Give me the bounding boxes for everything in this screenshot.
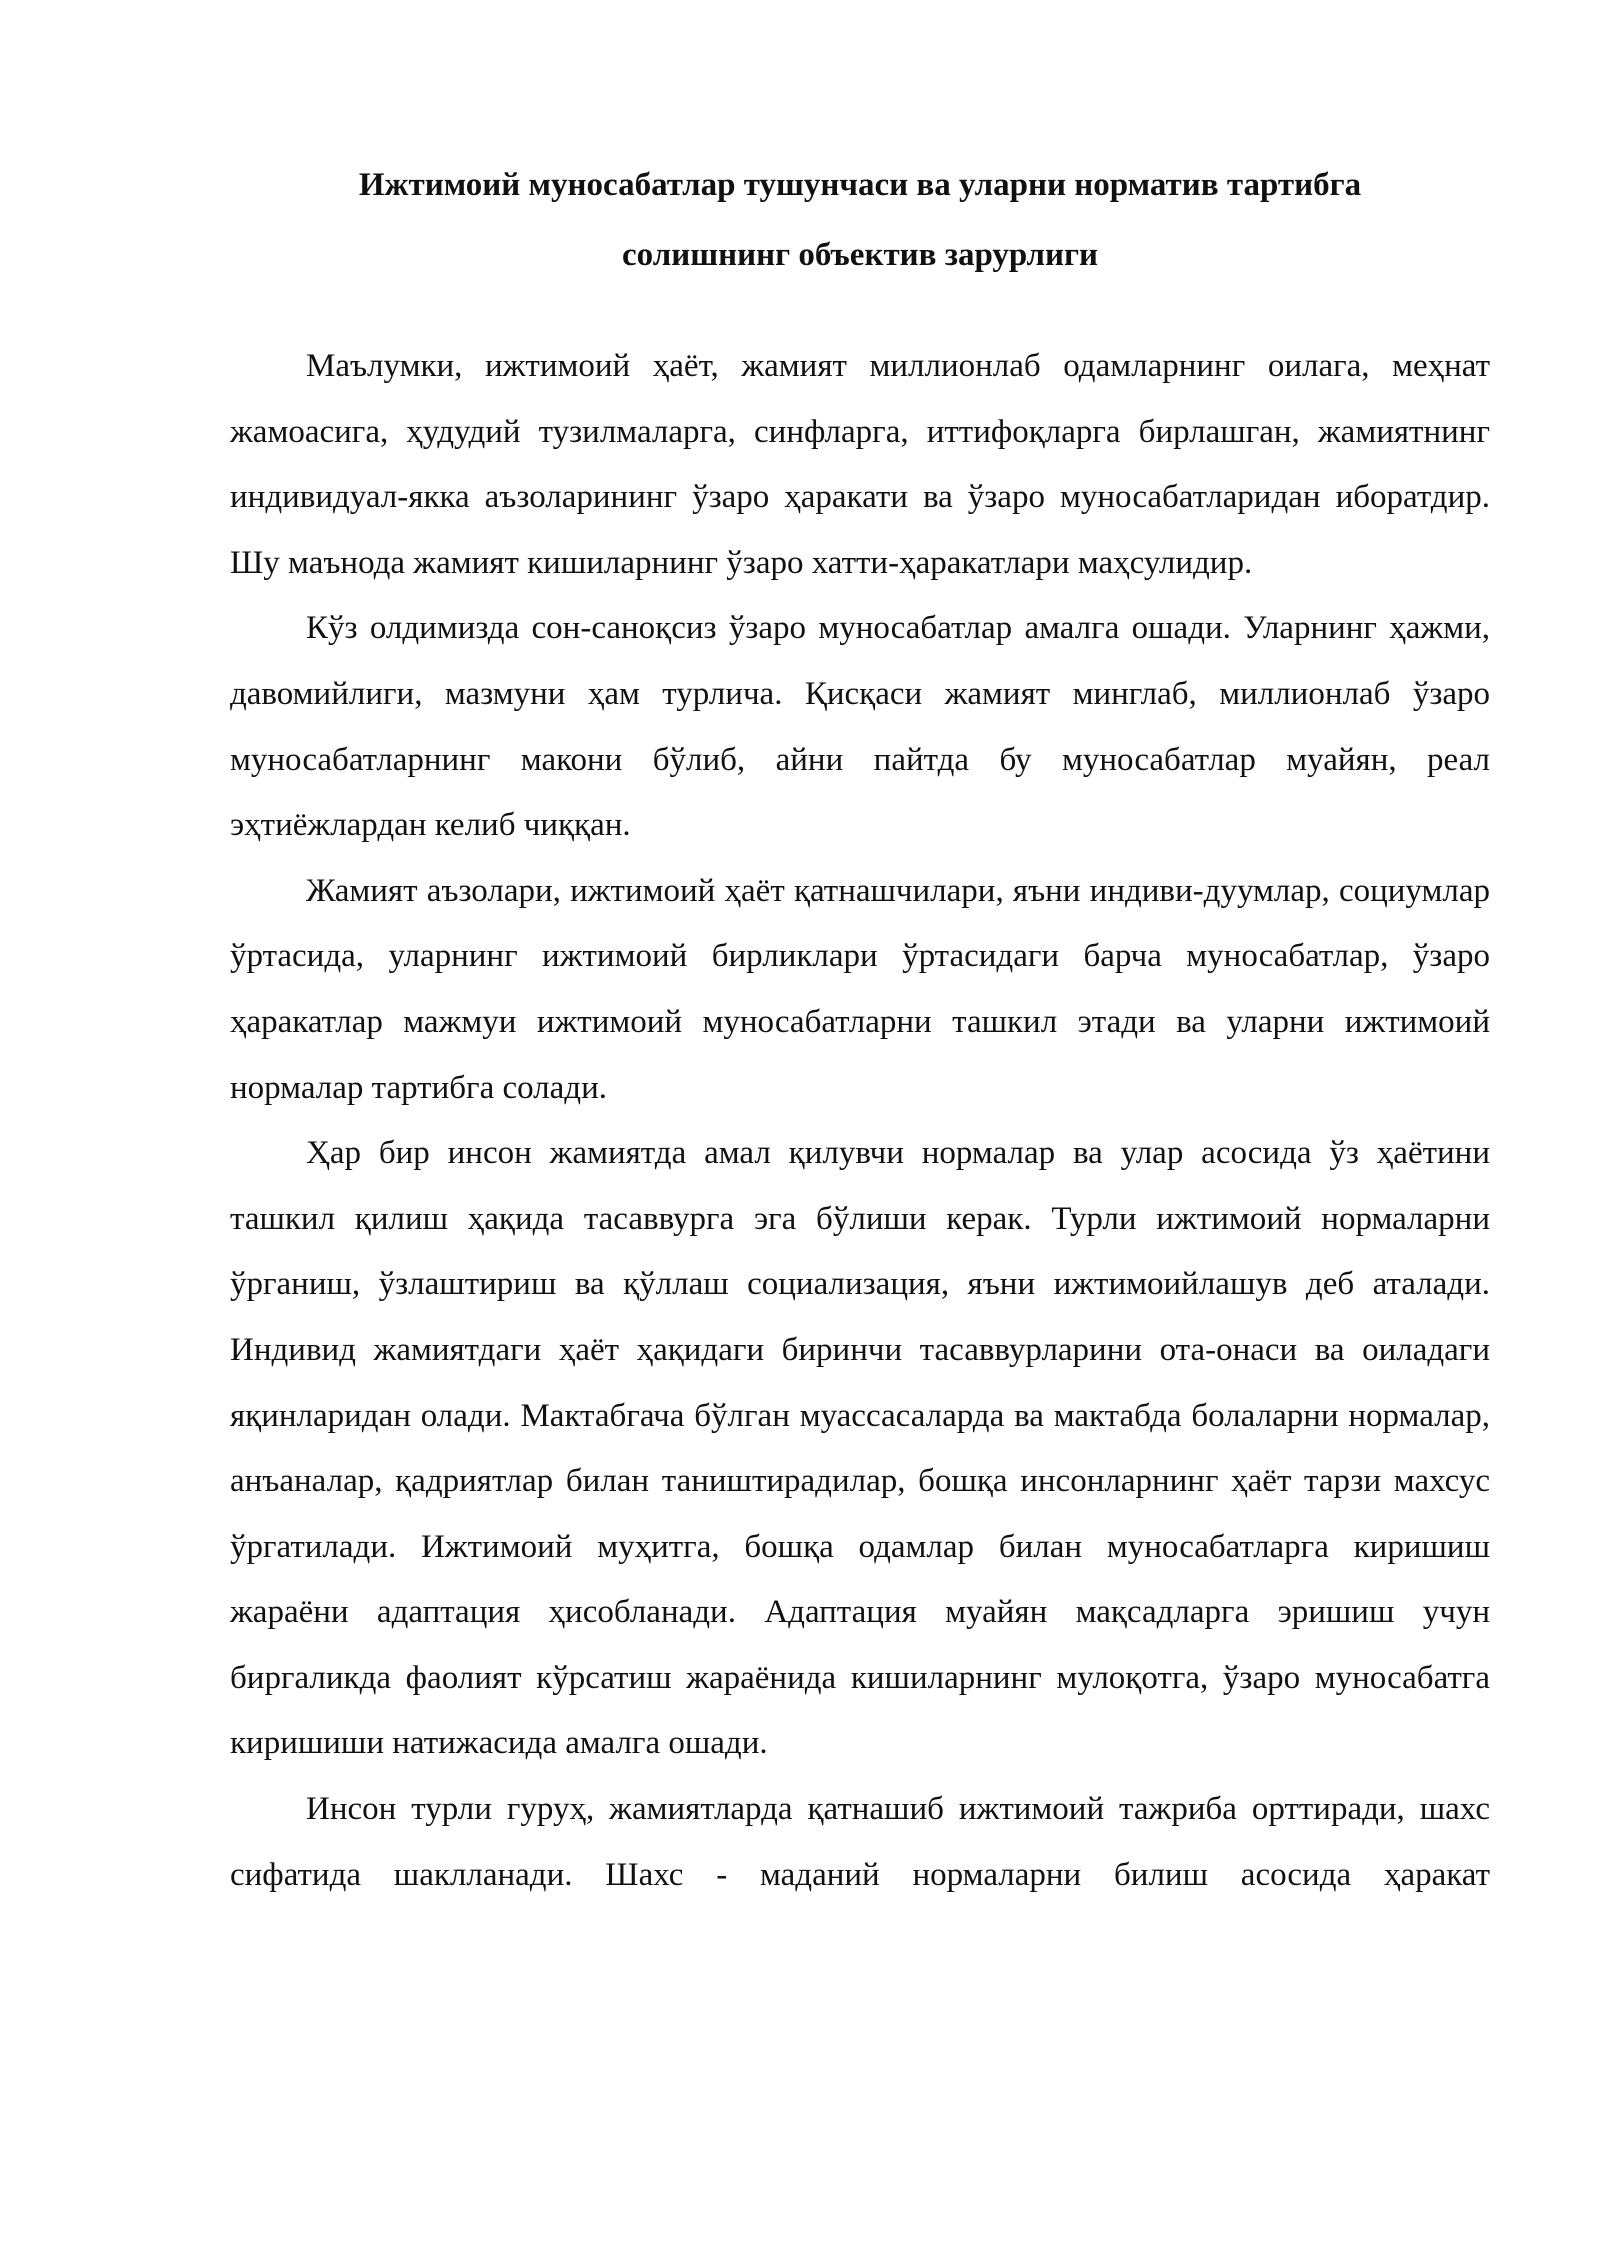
paragraph-2: Кўз олдимизда сон-саноқсиз ўзаро муносабатлар амалга ошади. Уларнинг ҳажми, давомийлиги, мазмуни ҳам турлича. Қисқаси жамият минглаб, миллионлаб ўзаро муносабатларнинг макони бўлиб, айни пайтда бу муносабатлар муайян, реал эҳтиёжлардан келиб чиққан.: [230, 610, 1490, 844]
paragraph-3: Жамият аъзолари, ижтимоий ҳаёт қатнашчилари, яъни индиви-дуумлар, социумлар ўртасида, уларнинг ижтимоий бирликлари ўртасидаги барча муносабатлар, ўзаро ҳаракатлар мажмуи ижтимоий муносабатларни ташкил этади ва уларни ижтимоий нормалар тартибга солади.: [230, 872, 1490, 1106]
document-title: [230, 150, 1490, 290]
paragraph-5: Инсон турли гуруҳ, жамиятларда қатнашиб ижтимоий тажриба орттиради, шахс сифатида шаклланади. Шахс - маданий нормаларни билиш асосида ҳаракат: [230, 1791, 1490, 1893]
title-line-1: Ижтимоий муносабатлар тушунчаси ва уларни норматив тартибга: [358, 167, 1362, 203]
title-line-2: солишнинг объектив зарурлиги: [622, 237, 1098, 273]
paragraph-4: Ҳар бир инсон жамиятда амал қилувчи нормалар ва улар асосида ўз ҳаётини ташкил қилиш ҳақида тасаввурга эга бўлиши керак. Турли ижтимоий нормаларни ўрганиш, ўзлаштириш ва қўллаш социализация, яъни ижтимоийлашув деб аталади. Индивид жамиятдаги ҳаёт ҳақидаги биринчи тасаввурларини ота-онаси ва оиладаги яқинларидан олади. Мактабгача бўлган муассасаларда ва мактабда болаларни нормалар, анъаналар, қадриятлар билан таништирадилар, бошқа инсонларнинг ҳаёт тарзи махсус ўргатилади. Ижтимоий муҳитга, бошқа одамлар билан муносабатларга киришиш жараёни адаптация ҳисобланади. Адаптация муайян мақсадларга эришиш учун биргаликда фаолият кўрсатиш жараёнида кишиларнинг мулоқотга, ўзаро муносабатга киришиши натижасида амалга ошади.: [230, 1135, 1490, 1762]
document-body: [230, 334, 1490, 1908]
paragraph-1: Маълумки, ижтимоий ҳаёт, жамият миллионлаб одамларнинг оилага, меҳнат жамоасига, ҳудудий тузилмаларга, синфларга, иттифоқларга бирлашган, жамиятнинг индивидуал-якка аъзоларининг ўзаро ҳаракати ва ўзаро муносабатларидан иборатдир. Шу маънода жамият кишиларнинг ўзаро хатти-ҳаракатлари маҳсулидир.: [230, 348, 1490, 581]
